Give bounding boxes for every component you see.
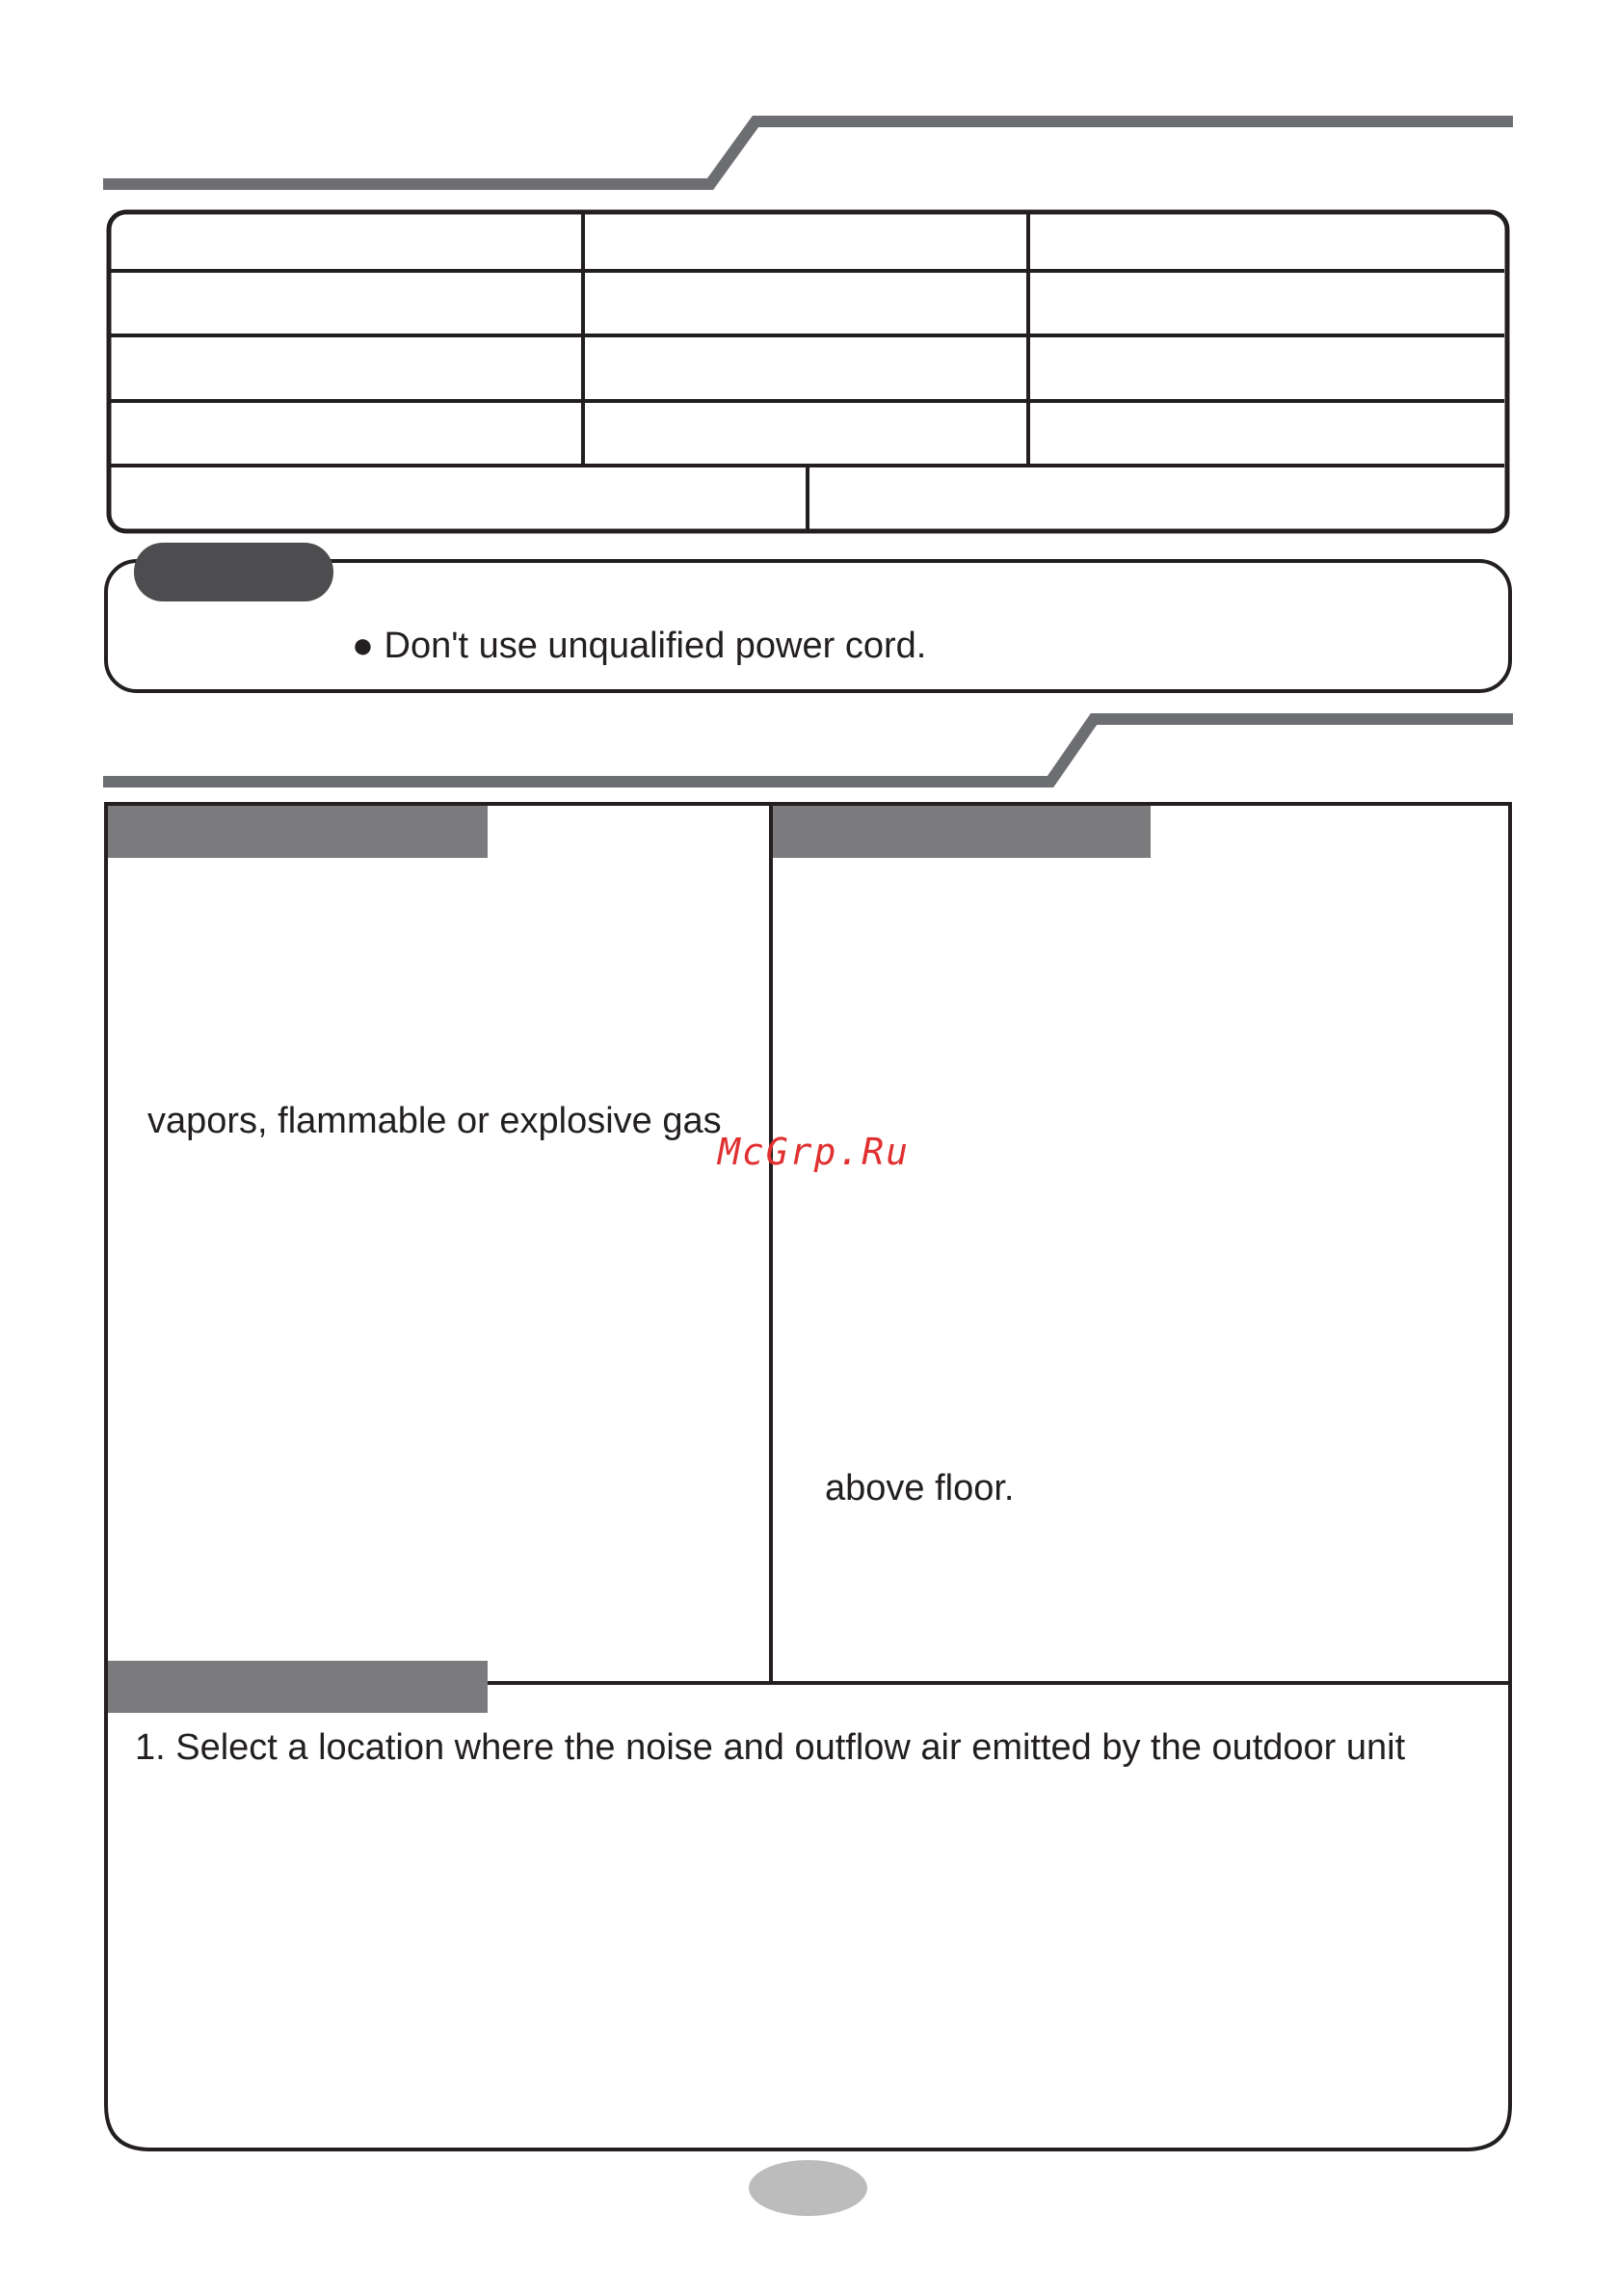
- right-location-text: above floor.: [825, 1468, 1015, 1508]
- outdoor-location-text: 1. Select a location where the noise and outflow air emitted by the outdoor unit: [135, 1727, 1406, 1768]
- location-frame: [106, 804, 1510, 2149]
- caution-bullet-text: ● Don't use unqualified power cord.: [352, 626, 927, 666]
- outdoor-location-label-box: [108, 1661, 488, 1713]
- indoor-location-text: vapors, flammable or explosive gas: [147, 1101, 722, 1141]
- page-number-oval: [749, 2160, 867, 2216]
- caution-tab: [134, 543, 333, 601]
- section-header-rule-1: [103, 121, 1513, 184]
- right-location-label-box: [773, 806, 1151, 858]
- spec-table: [109, 212, 1507, 531]
- watermark-text: McGrp.Ru: [718, 1131, 911, 1173]
- indoor-location-label-box: [108, 806, 488, 858]
- section-header-rule-2: [103, 719, 1513, 782]
